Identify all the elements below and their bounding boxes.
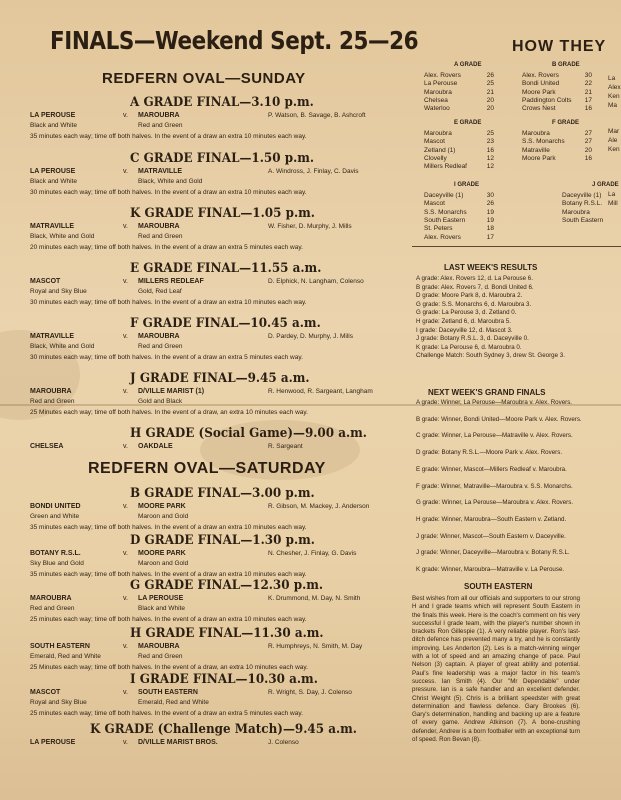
team-colours: Red and Green xyxy=(138,343,183,350)
match-rules: 35 minutes each way; time off both halves. In the event of a draw an extra 10 minutes each way. xyxy=(30,524,307,531)
versus-label: v. xyxy=(123,595,128,602)
points: 21 xyxy=(584,88,592,96)
versus-label: v. xyxy=(123,388,128,395)
clipped-text: La xyxy=(608,191,616,198)
final-heading: H GRADE FINAL—11.30 a.m. xyxy=(130,626,324,641)
team-colours: Green and White xyxy=(30,513,80,520)
team-name: D/VILLE MARIST BROS. xyxy=(138,739,218,746)
match-rules: 25 Minutes each way; time off both halves. In the event of a draw, an extra 10 minutes each way. xyxy=(30,409,308,416)
match-rules: 20 minutes each way; time off both halves. In the event of a draw an extra 5 minutes each way. xyxy=(30,244,303,251)
team-name: MOORE PARK xyxy=(138,550,186,557)
points: 16 xyxy=(486,146,494,154)
team-name: MATRAVILLE xyxy=(138,168,183,175)
referees: R. Henwood, R. Sargeant, Langham xyxy=(268,388,373,395)
versus-label: v. xyxy=(123,689,128,696)
points: 25 xyxy=(486,80,494,88)
points: 18 xyxy=(486,225,494,233)
ladder-grade-heading: A GRADE xyxy=(454,62,482,68)
match-rules: 35 minutes each way; time off both halves. In the event of a draw an extra 10 minutes each way. xyxy=(30,571,307,578)
team-colours: Maroon and Gold xyxy=(138,560,189,567)
final-heading: K GRADE (Challenge Match)—9.45 a.m. xyxy=(90,722,357,737)
clipped-text: La xyxy=(608,75,616,82)
points: 16 xyxy=(584,154,592,162)
referees: D. Elphick, N. Langham, Colenso xyxy=(268,278,364,285)
versus-label: v. xyxy=(123,278,128,285)
result-line: B grade: Alex. Rovers 7, d. Bondi United 6. xyxy=(416,283,534,291)
team-name: Millers Redleaf xyxy=(424,163,467,171)
team-colours: Black, White and Gold xyxy=(30,233,95,240)
ladder-row xyxy=(562,216,621,225)
points: 19 xyxy=(486,216,494,224)
ladder-row xyxy=(522,154,592,163)
south-eastern-heading: SOUTH EASTERN xyxy=(464,582,533,591)
grand-final-line: E grade: Winner, Mascot—Millers Redleaf v. Maroubra. xyxy=(416,465,567,473)
versus-label: v. xyxy=(123,643,128,650)
clipped-text: Mar xyxy=(608,128,620,135)
final-heading: E GRADE FINAL—11.55 a.m. xyxy=(130,261,322,276)
next-week-heading: NEXT WEEK'S GRAND FINALS xyxy=(428,388,546,397)
result-line: G grade: La Perouse 3, d. Zetland 0. xyxy=(416,309,517,317)
sunday-heading: REDFERN OVAL—SUNDAY xyxy=(102,70,306,87)
versus-label: v. xyxy=(123,443,128,450)
team-colours: Red and Green xyxy=(30,605,75,612)
referees: A. Windross, J. Finlay, C. Davis xyxy=(268,168,359,175)
team-colours: Red and Green xyxy=(138,122,183,129)
team-name: Moore Park xyxy=(522,88,556,96)
team-name: MAROUBRA xyxy=(138,643,180,650)
team-colours: Gold, Red Leaf xyxy=(138,288,182,295)
team-name: Moore Park xyxy=(522,154,556,162)
referees: N. Chesher, J. Finlay, G. Davis xyxy=(268,550,357,557)
team-colours: Black, White and Gold xyxy=(30,343,95,350)
points: 23 xyxy=(486,138,494,146)
points: 27 xyxy=(584,138,592,146)
versus-label: v. xyxy=(123,112,128,119)
clipped-text: Alex xyxy=(608,84,621,91)
points: 20 xyxy=(486,105,494,113)
points: 25 xyxy=(486,130,494,137)
referees: R. Humphreys, N. Smith, M. Day xyxy=(268,643,363,650)
result-line: H grade: Zetland 6, d. Maroubra 5. xyxy=(416,318,511,325)
team-colours: Red and Green xyxy=(138,653,183,660)
points: 22 xyxy=(584,80,592,88)
team-name: S.S. Monarchs xyxy=(424,208,467,216)
points: 26 xyxy=(486,72,494,79)
match-rules: 35 minutes each way; time off both halves. In the event of a draw an extra 10 minutes each way. xyxy=(30,133,307,140)
team-colours: Black, White and Gold xyxy=(138,178,203,185)
final-heading: D GRADE FINAL—1.30 p.m. xyxy=(130,533,315,548)
ladder-row xyxy=(424,104,494,113)
team-name: Alex. Rovers xyxy=(424,233,461,241)
points: 20 xyxy=(584,146,592,154)
team-name: Zetland (1) xyxy=(424,146,456,154)
match-rules: 25 Minutes each way; time off both halves. In the event of a draw, an extra 10 minutes each way. xyxy=(30,664,308,671)
team-name: MATRAVILLE xyxy=(30,223,75,230)
ladder-row xyxy=(522,104,592,113)
ladder-grade-heading: I GRADE xyxy=(454,182,480,188)
team-name: Crows Nest xyxy=(522,105,556,113)
referees: R. Wright, S. Day, J. Colenso xyxy=(268,689,352,696)
team-colours: Maroon and Gold xyxy=(138,513,189,520)
team-name: BOTANY R.S.L. xyxy=(30,550,81,557)
points: 12 xyxy=(486,163,494,171)
team-colours: Emerald, Red and White xyxy=(30,653,101,660)
team-name: MAROUBRA xyxy=(138,223,180,230)
ladder-grade-heading: E GRADE xyxy=(454,120,482,126)
team-name: S.S. Monarchs xyxy=(522,138,565,146)
points: 19 xyxy=(486,208,494,216)
versus-label: v. xyxy=(123,739,128,746)
team-name: OAKDALE xyxy=(138,443,173,450)
result-line: D grade: Moore Park 8, d. Maroubra 2. xyxy=(416,292,523,300)
points: 26 xyxy=(486,200,494,208)
team-colours: Royal and Sky Blue xyxy=(30,699,87,706)
team-colours: Sky Blue and Gold xyxy=(30,560,84,567)
team-name: MAROUBRA xyxy=(30,388,72,395)
points: 30 xyxy=(486,192,494,199)
ladder-row xyxy=(424,162,494,171)
team-name: Bondi United xyxy=(522,80,560,88)
team-colours: Royal and Sky Blue xyxy=(30,288,87,295)
points: 17 xyxy=(486,233,494,241)
grand-final-line: J grade: Winner, Daceyville—Maroubra v. Botany R.S.L. xyxy=(416,549,570,557)
team-colours: Gold and Black xyxy=(138,398,183,405)
grand-final-line: C grade: Winner, La Perouse—Matraville v. Alex. Rovers. xyxy=(416,432,573,440)
referees: J. Colenso xyxy=(268,739,299,746)
referees: K. Drummond, M. Day, N. Smith xyxy=(268,595,361,602)
ladder-row xyxy=(424,233,494,242)
versus-label: v. xyxy=(123,503,128,510)
clipped-text: Ken xyxy=(608,93,620,100)
grand-final-line: H grade: Winner, Maroubra—South Eastern v. Zetland. xyxy=(416,515,567,523)
match-rules: 30 minutes each way; time off both halves. In the event of a draw an extra 10 minutes each way. xyxy=(30,299,307,306)
versus-label: v. xyxy=(123,550,128,557)
referees: D. Pardey, D. Murphy, J. Mills xyxy=(268,333,353,340)
final-heading: K GRADE FINAL—1.05 p.m. xyxy=(130,206,315,221)
team-name: Clovelly xyxy=(424,154,447,162)
team-name: D/VILLE MARIST (1) xyxy=(138,388,205,395)
team-colours: Black and White xyxy=(30,122,77,129)
team-name: LA PEROUSE xyxy=(30,168,76,175)
ladder-grade-heading: J GRADE xyxy=(592,182,619,188)
ladder-grade-heading: F GRADE xyxy=(552,120,579,126)
grand-final-line: G grade: Winner, La Perouse—Maroubra v. Alex. Rovers. xyxy=(416,499,574,507)
team-name: Mascot xyxy=(424,200,445,208)
final-heading: B GRADE FINAL—3.00 p.m. xyxy=(130,486,315,501)
result-line: Challenge Match: South Sydney 3, drew St. George 3. xyxy=(416,352,565,360)
referees: W. Fisher, D. Murphy, J. Mills xyxy=(268,223,352,230)
final-heading: I GRADE FINAL—10.30 a.m. xyxy=(130,672,318,687)
final-heading: C GRADE FINAL—1.50 p.m. xyxy=(130,151,315,166)
final-heading: A GRADE FINAL—3.10 p.m. xyxy=(130,95,314,110)
team-name: SOUTH EASTERN xyxy=(30,643,90,650)
referees: R. Sargeant xyxy=(268,443,303,450)
versus-label: v. xyxy=(123,223,128,230)
team-name: MATRAVILLE xyxy=(30,333,75,340)
team-name: MAROUBRA xyxy=(30,595,72,602)
team-name: Paddington Colts xyxy=(522,96,572,104)
grand-final-line: A grade: Winner, La Perouse—Maroubra v. Alex. Rovers. xyxy=(416,399,573,406)
team-name: CHELSEA xyxy=(30,443,64,450)
team-colours: Emerald, Red and White xyxy=(138,699,209,706)
team-colours: Black and White xyxy=(30,178,77,185)
points: 21 xyxy=(486,88,494,96)
team-name: LA PEROUSE xyxy=(138,595,184,602)
final-heading: J GRADE FINAL—9.45 a.m. xyxy=(130,371,310,386)
team-name: Maroubra xyxy=(424,130,452,137)
team-name: Maroubra xyxy=(562,208,590,216)
team-name: South Eastern xyxy=(562,216,604,224)
team-name: Daceyville (1) xyxy=(424,192,464,199)
clipped-text: Ken xyxy=(608,146,620,153)
team-name: Maroubra xyxy=(424,88,452,96)
team-name: MASCOT xyxy=(30,278,61,285)
team-colours: Red and Green xyxy=(138,233,183,240)
versus-label: v. xyxy=(123,333,128,340)
points: 30 xyxy=(584,72,592,79)
team-name: La Perouse xyxy=(424,80,458,88)
result-line: G grade: S.S. Monarchs 6, d. Maroubra 3. xyxy=(416,300,532,308)
team-name: Mascot xyxy=(424,138,445,146)
clipped-text: Ma xyxy=(608,102,618,109)
grand-final-line: B grade: Winner, Bondi United—Moore Park v. Alex. Rovers. xyxy=(416,415,582,423)
grand-final-line: J grade: Winner, Mascot—South Eastern v. Daceyville. xyxy=(416,532,566,540)
result-line: I grade: Daceyville 12, d. Mascot 3. xyxy=(416,326,513,334)
referees: P. Watson, B. Savage, B. Ashcroft xyxy=(268,112,366,119)
how-they-heading: HOW THEY xyxy=(512,38,607,55)
team-name: MOORE PARK xyxy=(138,503,186,510)
team-name: Matraville xyxy=(522,146,550,154)
results-heading: LAST WEEK'S RESULTS xyxy=(444,263,538,272)
south-eastern-article: Best wishes from all our officials and supporters to our strong H and I grade teams which will represent South Eastern in the finals this week. Here is the coach's comment on his very successful I grade team, with the player's number shown in brackets Ron Gillespie (1). A very reliable player. Ron's last-ditch defence has prevented many a try, and he is constantly improving. Les Anderton (2). Les is a match-winning winger with a lot of speed and an amazing change of pace. Paul Nelson (3) captain. A player of great ability and potential. Paul's fine leadership was a major factor in his team's success. Ian Smith (4). Our "Mr Dependable" under pressure. Ian is a safe handler and an excellent defender. Christ Weight (5). Chris is a brilliant speedster with great determination and flawless defence. Gary Brookes (6). Gary's determination, handling and backing up are a feature of every game. Andrew Atkinson (7). A bone-crushing defender, Andrew is a born footballer with an exceptional turn of speed. Ron Bevan (8). xyxy=(412,595,580,744)
team-name: MAROUBRA xyxy=(138,112,180,119)
team-name: MAROUBRA xyxy=(138,333,180,340)
grand-final-line: F grade: Winner, Matraville—Maroubra v. S.S. Monarchs. xyxy=(416,482,573,490)
points: 20 xyxy=(486,96,494,104)
clipped-text: Mill xyxy=(608,200,618,207)
result-line: J grade: Botany R.S.L. 3, d. Daceyville 0. xyxy=(416,335,529,343)
team-name: MASCOT xyxy=(30,689,61,696)
result-line: K grade: La Perouse 6, d. Maroubra 0. xyxy=(416,343,522,351)
points: 16 xyxy=(584,105,592,113)
match-rules: 30 minutes each way; time off both halves. In the event of a draw an extra 5 minutes each way. xyxy=(30,354,303,361)
versus-label: v. xyxy=(123,168,128,175)
points: 12 xyxy=(486,154,494,162)
final-heading: H GRADE (Social Game)—9.00 a.m. xyxy=(130,426,367,441)
team-colours: Black and White xyxy=(138,605,185,612)
team-name: SOUTH EASTERN xyxy=(138,689,198,696)
match-rules: 25 minutes each way; time off both halves. In the event of a draw an extra 10 minutes each way. xyxy=(30,616,307,623)
team-name: LA PEROUSE xyxy=(30,739,76,746)
saturday-heading: REDFERN OVAL—SATURDAY xyxy=(88,460,326,477)
clipped-text: Ale xyxy=(608,137,618,144)
final-heading: F GRADE FINAL—10.45 a.m. xyxy=(130,316,321,331)
points: 27 xyxy=(584,130,592,137)
team-name: St. Peters xyxy=(424,225,453,233)
team-name: BONDI UNITED xyxy=(30,503,81,510)
team-name: Maroubra xyxy=(522,130,550,137)
team-name: Waterloo xyxy=(424,105,450,113)
team-name: Botany R.S.L. xyxy=(562,200,603,208)
grand-final-line: D grade: Botany R.S.L.—Moore Park v. Alex. Rovers. xyxy=(416,449,563,457)
result-line: A grade: Alex. Rovers 12, d. La Perouse 6. xyxy=(416,275,533,282)
team-name: Daceyville (1) xyxy=(562,192,602,199)
team-name: South Eastern xyxy=(424,216,466,224)
page-title: FINALS—Weekend Sept. 25—26 xyxy=(50,26,419,55)
match-rules: 25 minutes each way; time off both halves. In the event of a draw an extra 5 minutes each way. xyxy=(30,710,303,717)
ladder-grade-heading: B GRADE xyxy=(552,62,580,68)
final-heading: G GRADE FINAL—12.30 p.m. xyxy=(130,578,324,593)
team-name: Alex. Rovers xyxy=(424,72,461,79)
team-name: LA PEROUSE xyxy=(30,112,76,119)
team-name: Chelsea xyxy=(424,96,448,104)
divider xyxy=(412,246,621,247)
team-colours: Red and Green xyxy=(30,398,75,405)
team-name: Alex. Rovers xyxy=(522,72,559,79)
referees: R. Gibson, M. Mackey, J. Anderson xyxy=(268,503,370,510)
grand-final-line: K grade: Winner, Maroubra—Matraville v. La Perouse. xyxy=(416,566,565,573)
team-name: MILLERS REDLEAF xyxy=(138,278,204,285)
match-rules: 30 minutes each way; time off both halves. In the event of a draw an extra 10 minutes each way. xyxy=(30,189,307,196)
points: 17 xyxy=(584,96,592,104)
